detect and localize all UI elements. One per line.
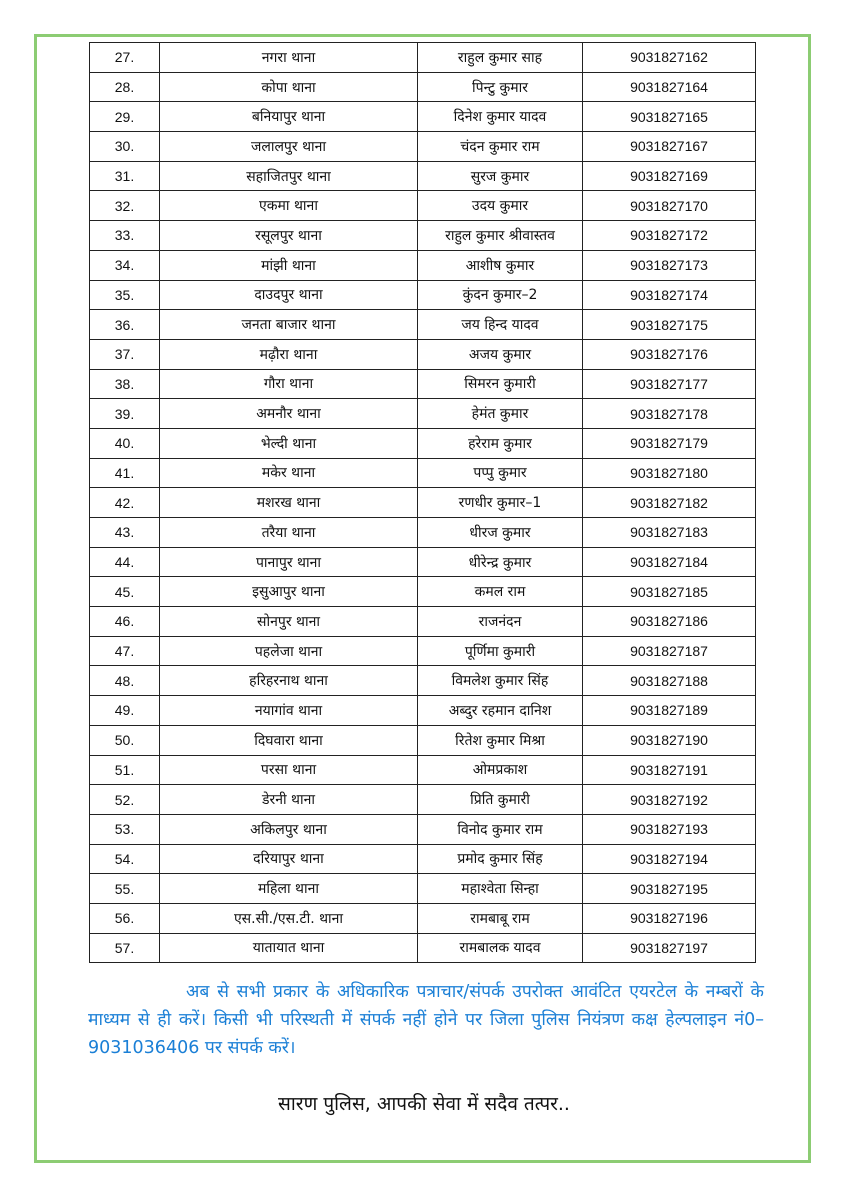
officer-name: सिमरन कुमारी [418,369,583,399]
police-station-name: दिघवारा थाना [160,725,418,755]
phone-number: 9031827194 [583,844,756,874]
serial-number: 53. [90,814,160,844]
officer-name: रामबाबू राम [418,903,583,933]
officer-name: कमल राम [418,577,583,607]
table-row [90,636,756,666]
phone-number: 9031827180 [583,458,756,488]
table-row [90,666,756,696]
table-row [90,161,756,191]
police-station-name: जनता बाजार थाना [160,310,418,340]
serial-number: 46. [90,607,160,637]
officer-name: पप्पु कुमार [418,458,583,488]
serial-number: 38. [90,369,160,399]
table-body [90,43,756,963]
phone-number: 9031827193 [583,814,756,844]
serial-number: 56. [90,903,160,933]
serial-number: 51. [90,755,160,785]
phone-number: 9031827162 [583,43,756,73]
police-station-name: इसुआपुर थाना [160,577,418,607]
phone-number: 9031827188 [583,666,756,696]
phone-number: 9031827178 [583,399,756,429]
officer-name: जय हिन्द यादव [418,310,583,340]
table-row [90,518,756,548]
serial-number: 48. [90,666,160,696]
table-row [90,399,756,429]
officer-name: धीरेन्द्र कुमार [418,547,583,577]
serial-number: 43. [90,518,160,548]
officer-name: अजय कुमार [418,339,583,369]
table-row [90,933,756,963]
serial-number: 47. [90,636,160,666]
phone-number: 9031827172 [583,221,756,251]
police-station-name: मांझी थाना [160,250,418,280]
phone-number: 9031827189 [583,696,756,726]
police-station-name: नगरा थाना [160,43,418,73]
table-row [90,428,756,458]
phone-number: 9031827184 [583,547,756,577]
serial-number: 29. [90,102,160,132]
serial-number: 54. [90,844,160,874]
table-row [90,43,756,73]
police-station-name: एस.सी./एस.टी. थाना [160,903,418,933]
police-station-name: मशरख थाना [160,488,418,518]
table-row [90,577,756,607]
officer-name: पूर्णिमा कुमारी [418,636,583,666]
table-row [90,488,756,518]
phone-number: 9031827164 [583,72,756,102]
police-station-name: मकेर थाना [160,458,418,488]
police-station-name: कोपा थाना [160,72,418,102]
serial-number: 49. [90,696,160,726]
serial-number: 52. [90,785,160,815]
serial-number: 50. [90,725,160,755]
police-station-name: रसूलपुर थाना [160,221,418,251]
serial-number: 28. [90,72,160,102]
police-station-name: मढ़ौरा थाना [160,339,418,369]
police-station-name: पहलेजा थाना [160,636,418,666]
table-row [90,339,756,369]
phone-number: 9031827165 [583,102,756,132]
serial-number: 31. [90,161,160,191]
police-station-name: एकमा थाना [160,191,418,221]
notice-paragraph: अब से सभी प्रकार के अधिकारिक पत्राचार/संपर्क उपरोक्त आवंटित एयरटेल के नम्बरों के माध्यम से ही करें। किसी भी परिस्थती में संपर्क नहीं होने पर जिला पुलिस नियंत्रण कक्ष हेल्पलाइन नं0–9031036406 पर संपर्क करें। [88,982,764,1058]
serial-number: 45. [90,577,160,607]
officer-name: महाश्वेता सिन्हा [418,874,583,904]
table-row [90,785,756,815]
officer-name: राहुल कुमार साह [418,43,583,73]
officer-name: कुंदन कुमार–2 [418,280,583,310]
serial-number: 27. [90,43,160,73]
officer-name: आशीष कुमार [418,250,583,280]
table-row [90,458,756,488]
phone-number: 9031827187 [583,636,756,666]
table-row [90,191,756,221]
phone-number: 9031827179 [583,428,756,458]
serial-number: 41. [90,458,160,488]
phone-number: 9031827183 [583,518,756,548]
serial-number: 37. [90,339,160,369]
police-station-name: जलालपुर थाना [160,132,418,162]
phone-number: 9031827197 [583,933,756,963]
table-row [90,725,756,755]
phone-number: 9031827196 [583,903,756,933]
table-row [90,607,756,637]
officer-name: विमलेश कुमार सिंह [418,666,583,696]
table-row [90,132,756,162]
phone-number: 9031827182 [583,488,756,518]
serial-number: 42. [90,488,160,518]
table-row [90,369,756,399]
police-station-name: गौरा थाना [160,369,418,399]
serial-number: 39. [90,399,160,429]
police-station-name: परसा थाना [160,755,418,785]
officer-name: रितेश कुमार मिश्रा [418,725,583,755]
phone-number: 9031827176 [583,339,756,369]
officer-name: प्रिति कुमारी [418,785,583,815]
phone-number: 9031827195 [583,874,756,904]
officer-name: अब्दुर रहमान दानिश [418,696,583,726]
table-row [90,903,756,933]
serial-number: 36. [90,310,160,340]
table-row [90,280,756,310]
footer-slogan: सारण पुलिस, आपकी सेवा में सदैव तत्पर.. [278,1093,570,1115]
officer-name: राजनंदन [418,607,583,637]
phone-number: 9031827170 [583,191,756,221]
police-station-name: बनियापुर थाना [160,102,418,132]
station-contact-table [89,42,756,963]
phone-number: 9031827190 [583,725,756,755]
table-row [90,221,756,251]
table-row [90,72,756,102]
serial-number: 55. [90,874,160,904]
phone-number: 9031827177 [583,369,756,399]
phone-number: 9031827192 [583,785,756,815]
officer-name: ओमप्रकाश [418,755,583,785]
phone-number: 9031827186 [583,607,756,637]
phone-number: 9031827185 [583,577,756,607]
serial-number: 34. [90,250,160,280]
officer-name: रामबालक यादव [418,933,583,963]
table-row [90,755,756,785]
police-station-name: भेल्दी थाना [160,428,418,458]
phone-number: 9031827167 [583,132,756,162]
officer-name: हरेराम कुमार [418,428,583,458]
serial-number: 30. [90,132,160,162]
officer-name: राहुल कुमार श्रीवास्तव [418,221,583,251]
serial-number: 33. [90,221,160,251]
officer-name: हेमंत कुमार [418,399,583,429]
police-station-name: दाउदपुर थाना [160,280,418,310]
officer-name: रणधीर कुमार–1 [418,488,583,518]
serial-number: 35. [90,280,160,310]
officer-name: विनोद कुमार राम [418,814,583,844]
officer-name: उदय कुमार [418,191,583,221]
police-station-name: डेरनी थाना [160,785,418,815]
table-row [90,547,756,577]
officer-name: दिनेश कुमार यादव [418,102,583,132]
police-station-name: दरियापुर थाना [160,844,418,874]
police-station-name: तरैया थाना [160,518,418,548]
serial-number: 57. [90,933,160,963]
officer-name: सुरज कुमार [418,161,583,191]
serial-number: 44. [90,547,160,577]
police-station-name: नयागांव थाना [160,696,418,726]
police-station-name: यातायात थाना [160,933,418,963]
table-row [90,250,756,280]
police-station-name: अमनौर थाना [160,399,418,429]
phone-number: 9031827174 [583,280,756,310]
table-row [90,696,756,726]
phone-number: 9031827175 [583,310,756,340]
table-row [90,310,756,340]
serial-number: 32. [90,191,160,221]
officer-name: धीरज कुमार [418,518,583,548]
police-station-name: महिला थाना [160,874,418,904]
officer-name: चंदन कुमार राम [418,132,583,162]
police-station-name: पानापुर थाना [160,547,418,577]
phone-number: 9031827191 [583,755,756,785]
table-row [90,814,756,844]
officer-name: पिन्टु कुमार [418,72,583,102]
phone-number: 9031827173 [583,250,756,280]
table-row [90,102,756,132]
police-station-name: हरिहरनाथ थाना [160,666,418,696]
police-station-name: सहाजितपुर थाना [160,161,418,191]
phone-number: 9031827169 [583,161,756,191]
police-station-name: सोनपुर थाना [160,607,418,637]
officer-name: प्रमोद कुमार सिंह [418,844,583,874]
table-row [90,874,756,904]
serial-number: 40. [90,428,160,458]
table-row [90,844,756,874]
police-station-name: अकिलपुर थाना [160,814,418,844]
